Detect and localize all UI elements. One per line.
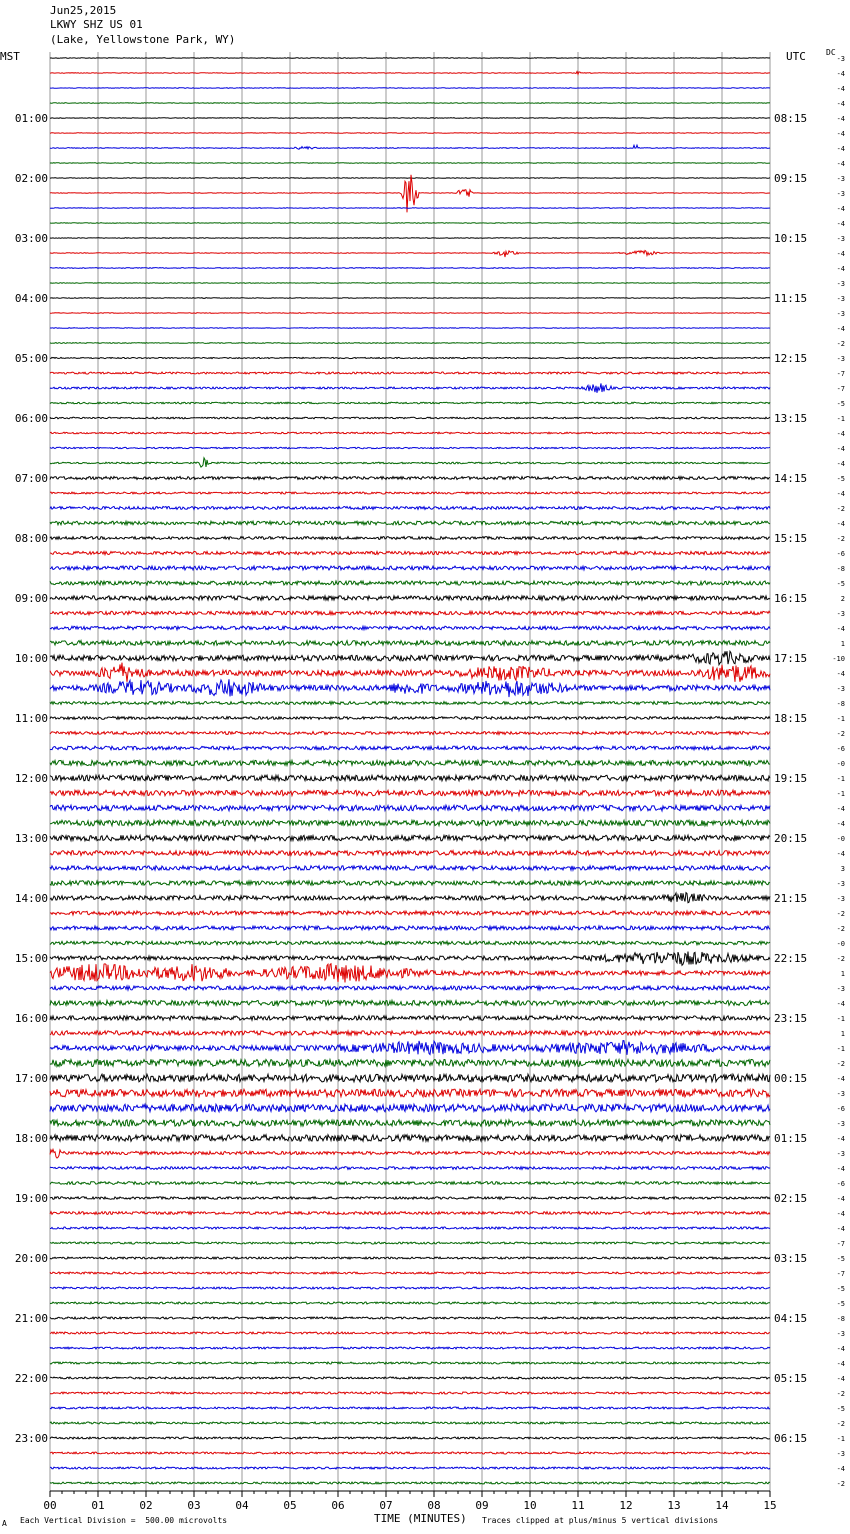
trace-69 bbox=[50, 1089, 770, 1097]
x-tick-label: 07 bbox=[379, 1499, 393, 1512]
trace-34 bbox=[50, 566, 770, 570]
dc-offset-value: -4 bbox=[836, 520, 845, 528]
trace-68 bbox=[50, 1074, 770, 1082]
dc-offset-value: -1 bbox=[836, 1435, 845, 1443]
trace-32 bbox=[50, 537, 770, 540]
trace-26 bbox=[50, 447, 770, 448]
dc-offset-value: 1 bbox=[840, 1030, 845, 1038]
trace-4 bbox=[50, 118, 770, 119]
trace-9 bbox=[50, 175, 770, 213]
left-hour-label: 20:00 bbox=[14, 1252, 48, 1265]
trace-12 bbox=[50, 238, 770, 239]
dc-offset-value: 1 bbox=[840, 640, 845, 648]
dc-offset-value: -2 bbox=[836, 910, 845, 918]
trace-75 bbox=[50, 1182, 770, 1185]
dc-offset-value: -7 bbox=[836, 370, 845, 378]
right-hour-label: 02:15 bbox=[774, 1192, 808, 1205]
trace-92 bbox=[50, 1437, 770, 1439]
trace-15 bbox=[50, 283, 770, 284]
trace-48 bbox=[50, 775, 770, 781]
right-hour-label: 04:15 bbox=[774, 1312, 808, 1325]
dc-offset-value: -1 bbox=[836, 1045, 845, 1053]
trace-20 bbox=[50, 357, 770, 358]
trace-74 bbox=[50, 1167, 770, 1170]
x-tick-label: 11 bbox=[571, 1499, 585, 1512]
trace-60 bbox=[50, 952, 770, 966]
dc-offset-value: -1 bbox=[836, 1015, 845, 1023]
right-hour-label: 03:15 bbox=[774, 1252, 808, 1265]
x-tick-label: 06 bbox=[331, 1499, 345, 1512]
right-hour-label: 10:15 bbox=[774, 232, 808, 245]
dc-offset-value: -4 bbox=[836, 130, 845, 138]
left-hour-label: 06:00 bbox=[14, 412, 48, 425]
dc-offset-value: -4 bbox=[836, 1225, 845, 1233]
dc-offset-value: -6 bbox=[836, 1105, 845, 1113]
dc-offset-value: -1 bbox=[836, 775, 845, 783]
dc-offset-value: -6 bbox=[836, 1180, 845, 1188]
trace-76 bbox=[50, 1197, 770, 1199]
dc-offset-value: 3 bbox=[840, 865, 845, 873]
dc-offset-value: -2 bbox=[836, 955, 845, 963]
dc-offset-value: -2 bbox=[836, 730, 845, 738]
trace-10 bbox=[50, 208, 770, 209]
trace-8 bbox=[50, 178, 770, 179]
left-hour-label: 03:00 bbox=[14, 232, 48, 245]
dc-offset-value: -4 bbox=[836, 1345, 845, 1353]
trace-89 bbox=[50, 1392, 770, 1394]
dc-offset-value: -3 bbox=[836, 355, 845, 363]
left-hour-label: 16:00 bbox=[14, 1012, 48, 1025]
dc-offset-value: -0 bbox=[836, 835, 845, 843]
x-tick-label: 13 bbox=[667, 1499, 681, 1512]
trace-66 bbox=[50, 1041, 770, 1055]
trace-94 bbox=[50, 1467, 770, 1469]
dc-offset-value: -4 bbox=[836, 460, 845, 468]
x-axis-title: TIME (MINUTES) bbox=[374, 1512, 467, 1525]
trace-63 bbox=[50, 1000, 770, 1005]
dc-offset-value: -4 bbox=[836, 670, 845, 678]
dc-offset-value: -4 bbox=[836, 250, 845, 258]
trace-80 bbox=[50, 1257, 770, 1259]
right-hour-label: 12:15 bbox=[774, 352, 808, 365]
footer-mark: A bbox=[2, 1519, 7, 1528]
trace-72 bbox=[50, 1135, 770, 1141]
trace-2 bbox=[50, 88, 770, 89]
right-hour-label: 23:15 bbox=[774, 1012, 808, 1025]
trace-16 bbox=[50, 298, 770, 299]
right-hour-label: 14:15 bbox=[774, 472, 808, 485]
left-hour-label: 07:00 bbox=[14, 472, 48, 485]
trace-73 bbox=[50, 1149, 770, 1158]
dc-offset-value: -4 bbox=[836, 1135, 845, 1143]
trace-95 bbox=[50, 1482, 770, 1484]
dc-offset-value: -2 bbox=[836, 505, 845, 513]
right-hour-label: 16:15 bbox=[774, 592, 808, 605]
dc-offset-value: -4 bbox=[836, 1000, 845, 1008]
dc-offset-value: -3 bbox=[836, 310, 845, 318]
trace-45 bbox=[50, 732, 770, 735]
trace-28 bbox=[50, 477, 770, 480]
dc-offset-value: -10 bbox=[832, 655, 845, 663]
trace-55 bbox=[50, 881, 770, 885]
trace-36 bbox=[50, 596, 770, 600]
left-hour-label: 18:00 bbox=[14, 1132, 48, 1145]
dc-offset-value: -4 bbox=[836, 325, 845, 333]
trace-52 bbox=[50, 835, 770, 841]
dc-offset-value: -4 bbox=[836, 160, 845, 168]
left-hour-label: 01:00 bbox=[14, 112, 48, 125]
dc-offset-value: -4 bbox=[836, 490, 845, 498]
left-hour-label: 15:00 bbox=[14, 952, 48, 965]
trace-64 bbox=[50, 1016, 770, 1020]
trace-39 bbox=[50, 641, 770, 646]
left-hour-label: 21:00 bbox=[14, 1312, 48, 1325]
dc-offset-value: -5 bbox=[836, 580, 845, 588]
right-hour-label: 22:15 bbox=[774, 952, 808, 965]
x-tick-label: 00 bbox=[43, 1499, 57, 1512]
trace-46 bbox=[50, 746, 770, 750]
dc-offset-value: -7 bbox=[836, 1270, 845, 1278]
trace-43 bbox=[50, 702, 770, 705]
trace-31 bbox=[50, 521, 770, 525]
left-hour-label: 13:00 bbox=[14, 832, 48, 845]
trace-33 bbox=[50, 551, 770, 554]
trace-35 bbox=[50, 581, 770, 585]
trace-50 bbox=[50, 805, 770, 811]
trace-3 bbox=[50, 103, 770, 104]
dc-offset-value: -2 bbox=[836, 1420, 845, 1428]
right-hour-label: 21:15 bbox=[774, 892, 808, 905]
x-tick-label: 12 bbox=[619, 1499, 633, 1512]
dc-offset-value: 1 bbox=[840, 970, 845, 978]
trace-47 bbox=[50, 760, 770, 765]
trace-41 bbox=[50, 663, 770, 682]
x-tick-label: 08 bbox=[427, 1499, 441, 1512]
trace-30 bbox=[50, 507, 770, 510]
trace-23 bbox=[50, 402, 770, 404]
x-tick-label: 04 bbox=[235, 1499, 249, 1512]
dc-offset-value: -2 bbox=[836, 1390, 845, 1398]
left-hour-label: 04:00 bbox=[14, 292, 48, 305]
dc-offset-value: -5 bbox=[836, 1285, 845, 1293]
left-hour-label: 11:00 bbox=[14, 712, 48, 725]
x-tick-label: 01 bbox=[91, 1499, 105, 1512]
dc-offset-value: -3 bbox=[836, 985, 845, 993]
dc-offset-value: -3 bbox=[836, 1330, 845, 1338]
dc-offset-value: -0 bbox=[836, 760, 845, 768]
dc-offset-value: -2 bbox=[836, 535, 845, 543]
x-tick-label: 10 bbox=[523, 1499, 537, 1512]
trace-0 bbox=[50, 58, 770, 59]
trace-53 bbox=[50, 851, 770, 856]
dc-offset-value: -4 bbox=[836, 1375, 845, 1383]
right-hour-label: 01:15 bbox=[774, 1132, 808, 1145]
trace-61 bbox=[50, 964, 770, 983]
right-hour-label: 08:15 bbox=[774, 112, 808, 125]
dc-offset-value: -3 bbox=[836, 175, 845, 183]
dc-offset-value: -3 bbox=[836, 280, 845, 288]
trace-77 bbox=[50, 1212, 770, 1215]
right-hour-label: 05:15 bbox=[774, 1372, 808, 1385]
dc-offset-value: -5 bbox=[836, 1300, 845, 1308]
trace-86 bbox=[50, 1347, 770, 1349]
dc-offset-value: -4 bbox=[836, 1195, 845, 1203]
trace-13 bbox=[50, 251, 770, 258]
dc-offset-value: -4 bbox=[836, 85, 845, 93]
dc-offset-value: -4 bbox=[836, 445, 845, 453]
dc-offset-value: -3 bbox=[836, 610, 845, 618]
chart-date: Jun25,2015 bbox=[50, 4, 117, 17]
dc-offset-value: -5 bbox=[836, 1405, 845, 1413]
trace-49 bbox=[50, 790, 770, 796]
trace-51 bbox=[50, 820, 770, 826]
trace-84 bbox=[50, 1317, 770, 1319]
dc-offset-value: -3 bbox=[836, 685, 845, 693]
left-hour-label: 19:00 bbox=[14, 1192, 48, 1205]
dc-offset-value: -8 bbox=[836, 700, 845, 708]
dc-offset-value: -3 bbox=[836, 55, 845, 63]
left-hour-label: 22:00 bbox=[14, 1372, 48, 1385]
trace-78 bbox=[50, 1227, 770, 1229]
dc-offset-value: -0 bbox=[836, 940, 845, 948]
trace-27 bbox=[50, 458, 770, 467]
dc-offset-value: -4 bbox=[836, 145, 845, 153]
station-location: (Lake, Yellowstone Park, WY) bbox=[50, 33, 236, 46]
right-timezone-label: UTC bbox=[786, 50, 806, 63]
right-hour-label: 11:15 bbox=[774, 292, 808, 305]
right-hour-label: 20:15 bbox=[774, 832, 808, 845]
dc-offset-value: -4 bbox=[836, 1210, 845, 1218]
trace-91 bbox=[50, 1422, 770, 1424]
dc-offset-value: -5 bbox=[836, 1255, 845, 1263]
left-hour-label: 23:00 bbox=[14, 1432, 48, 1445]
dc-offset-value: -3 bbox=[836, 1150, 845, 1158]
trace-7 bbox=[50, 163, 770, 164]
seismic-traces bbox=[50, 58, 770, 1484]
dc-offset-value: -8 bbox=[836, 1315, 845, 1323]
dc-offset-value: -2 bbox=[836, 1480, 845, 1488]
trace-24 bbox=[50, 417, 770, 419]
trace-19 bbox=[50, 343, 770, 344]
trace-40 bbox=[50, 651, 770, 665]
trace-1 bbox=[50, 72, 770, 75]
trace-11 bbox=[50, 223, 770, 224]
left-hour-label: 10:00 bbox=[14, 652, 48, 665]
dc-offset-value: -4 bbox=[836, 1360, 845, 1368]
station-code: LKWY SHZ US 01 bbox=[50, 18, 143, 31]
dc-offset-value: -3 bbox=[836, 295, 845, 303]
time-axis bbox=[43, 1491, 776, 1512]
dc-offset-value: -4 bbox=[836, 1465, 845, 1473]
dc-offset-value: -4 bbox=[836, 70, 845, 78]
trace-6 bbox=[50, 145, 770, 149]
trace-82 bbox=[50, 1287, 770, 1289]
dc-offset-value: -7 bbox=[836, 1240, 845, 1248]
trace-88 bbox=[50, 1377, 770, 1379]
x-tick-label: 09 bbox=[475, 1499, 489, 1512]
left-hour-label: 17:00 bbox=[14, 1072, 48, 1085]
dc-offset-value: -4 bbox=[836, 1165, 845, 1173]
trace-38 bbox=[50, 626, 770, 630]
trace-65 bbox=[50, 1031, 770, 1035]
dc-offset-value: -4 bbox=[836, 430, 845, 438]
dc-offset-value: -3 bbox=[836, 880, 845, 888]
trace-18 bbox=[50, 328, 770, 329]
right-hour-label: 19:15 bbox=[774, 772, 808, 785]
x-tick-label: 03 bbox=[187, 1499, 201, 1512]
dc-offset-value: -5 bbox=[836, 400, 845, 408]
trace-5 bbox=[50, 133, 770, 134]
dc-offset-value: -4 bbox=[836, 205, 845, 213]
dc-offset-value: -5 bbox=[836, 475, 845, 483]
dc-offset-value: -1 bbox=[836, 715, 845, 723]
clipping-note: Traces clipped at plus/minus 5 vertical divisions bbox=[482, 1516, 719, 1525]
dc-offset-value: -3 bbox=[836, 235, 845, 243]
dc-offset-value: -3 bbox=[836, 895, 845, 903]
x-tick-label: 02 bbox=[139, 1499, 153, 1512]
trace-93 bbox=[50, 1452, 770, 1454]
right-hour-label: 17:15 bbox=[774, 652, 808, 665]
right-hour-label: 06:15 bbox=[774, 1432, 808, 1445]
trace-85 bbox=[50, 1332, 770, 1334]
right-hour-label: 15:15 bbox=[774, 532, 808, 545]
dc-offset-value: -4 bbox=[836, 1075, 845, 1083]
x-tick-label: 15 bbox=[763, 1499, 777, 1512]
dc-offset-value: -4 bbox=[836, 820, 845, 828]
dc-offset-value: -3 bbox=[836, 1120, 845, 1128]
trace-58 bbox=[50, 926, 770, 930]
left-hour-label: 02:00 bbox=[14, 172, 48, 185]
dc-offset-value: -1 bbox=[836, 790, 845, 798]
dc-offset-value: -2 bbox=[836, 925, 845, 933]
right-hour-label: 13:15 bbox=[774, 412, 808, 425]
dc-offset-value: -2 bbox=[836, 340, 845, 348]
trace-87 bbox=[50, 1362, 770, 1364]
trace-62 bbox=[50, 986, 770, 990]
trace-59 bbox=[50, 941, 770, 945]
dc-offset-value: -4 bbox=[836, 100, 845, 108]
dc-offset-value: -4 bbox=[836, 625, 845, 633]
dc-offset-header: DC bbox=[826, 48, 836, 57]
dc-offset-value: -1 bbox=[836, 415, 845, 423]
dc-offset-value: -2 bbox=[836, 1060, 845, 1068]
left-hour-label: 12:00 bbox=[14, 772, 48, 785]
trace-57 bbox=[50, 911, 770, 915]
left-hour-label: 09:00 bbox=[14, 592, 48, 605]
dc-offset-value: -4 bbox=[836, 115, 845, 123]
trace-21 bbox=[50, 372, 770, 374]
trace-79 bbox=[50, 1242, 770, 1244]
dc-offset-value: -4 bbox=[836, 220, 845, 228]
dc-offset-labels bbox=[832, 55, 845, 1488]
trace-67 bbox=[50, 1059, 770, 1066]
trace-25 bbox=[50, 432, 770, 434]
dc-offset-value: -8 bbox=[836, 565, 845, 573]
left-hour-label: 05:00 bbox=[14, 352, 48, 365]
trace-17 bbox=[50, 313, 770, 314]
dc-offset-value: -6 bbox=[836, 550, 845, 558]
trace-83 bbox=[50, 1302, 770, 1304]
trace-56 bbox=[50, 893, 770, 903]
trace-22 bbox=[50, 383, 770, 392]
trace-70 bbox=[50, 1104, 770, 1112]
right-hour-label: 09:15 bbox=[774, 172, 808, 185]
trace-42 bbox=[50, 679, 770, 697]
trace-14 bbox=[50, 268, 770, 269]
dc-offset-value: -3 bbox=[836, 1090, 845, 1098]
dc-offset-value: -3 bbox=[836, 190, 845, 198]
left-hour-label: 14:00 bbox=[14, 892, 48, 905]
dc-offset-value: -4 bbox=[836, 850, 845, 858]
trace-81 bbox=[50, 1272, 770, 1274]
left-timezone-label: MST bbox=[0, 50, 20, 63]
trace-54 bbox=[50, 866, 770, 870]
vertical-scale-note: Each Vertical Division = 500.00 microvolts bbox=[20, 1516, 228, 1525]
right-hour-label: 18:15 bbox=[774, 712, 808, 725]
right-hour-label: 00:15 bbox=[774, 1072, 808, 1085]
trace-37 bbox=[50, 611, 770, 615]
trace-44 bbox=[50, 717, 770, 720]
x-tick-label: 14 bbox=[715, 1499, 729, 1512]
dc-offset-value: -4 bbox=[836, 805, 845, 813]
dc-offset-value: -4 bbox=[836, 265, 845, 273]
trace-29 bbox=[50, 492, 770, 494]
dc-offset-value: -7 bbox=[836, 385, 845, 393]
trace-71 bbox=[50, 1120, 770, 1126]
trace-90 bbox=[50, 1407, 770, 1409]
dc-offset-value: 2 bbox=[840, 595, 845, 603]
left-hour-label: 08:00 bbox=[14, 532, 48, 545]
dc-offset-value: -3 bbox=[836, 1450, 845, 1458]
x-tick-label: 05 bbox=[283, 1499, 297, 1512]
dc-offset-value: -6 bbox=[836, 745, 845, 753]
